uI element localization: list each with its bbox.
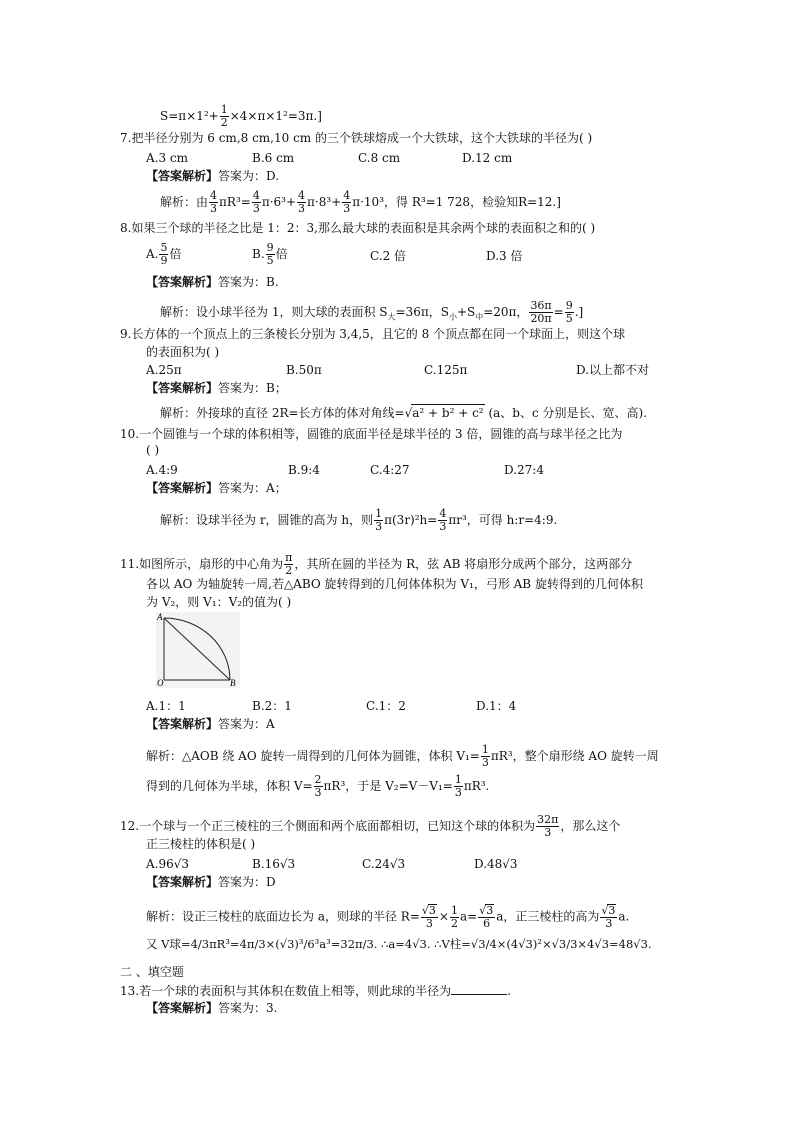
q10-option-a: A.4:9 (146, 463, 178, 477)
q11-option-b: B.2：1 (252, 699, 292, 713)
q11-option-c: C.1：2 (366, 699, 406, 713)
q12-answer: 【答案解析】答案为：D (146, 875, 276, 889)
q8-option-a: A. $\frac{5}{9}$ 倍 (146, 241, 182, 267)
q7-option-c: C.8 cm (358, 151, 401, 165)
q9-option-d: D.以上都不对 (576, 363, 650, 377)
q7-explanation: 解析：由 $\frac{4}{3}$ πR³= $\frac{4}{3}$ π·6³+ $\frac{4}{3}$ π·8³+ $\frac{4}{3}$ π·10³，得 R³=1 728，检验知R=12.] (160, 189, 561, 215)
q8-option-d: D.3 倍 (486, 249, 523, 263)
section-heading-fill-blank: 二 、填空题 (120, 965, 184, 979)
q12-option-b: B.16√3 (252, 857, 296, 871)
question-13-stem: 13.若一个球的表面积与其体积在数值上相等，则此球的半径为 . (120, 984, 511, 998)
q8-option-c: C.2 倍 (370, 249, 407, 263)
question-7-stem: 7.把半径分别为 6 cm,8 cm,10 cm 的三个铁球熔成一个大铁球，这个大铁球的半径为( ) (120, 131, 593, 145)
q11-option-a: A.1：1 (146, 699, 186, 713)
q9-option-c: C.125π (424, 363, 468, 377)
q7-option-a: A.3 cm (146, 151, 189, 165)
answer-blank[interactable] (451, 982, 507, 995)
q10-option-c: C.4:27 (370, 463, 410, 477)
label-b: B (230, 678, 236, 688)
q11-answer: 【答案解析】答案为：A (146, 717, 275, 731)
q12-option-a: A.96√3 (146, 857, 190, 871)
answer-tag: 【答案解析】 (146, 169, 219, 183)
q11-explanation-1: 解析：△AOB 绕 AO 旋转一周得到的几何体为圆锥，体积 V₁= $\frac{1}{3}$ πR³，整个扇形绕 AO 旋转一周 (146, 743, 659, 769)
q12-explanation-1: 解析：设正三棱柱的底面边长为 a，则球的半径 R= $\frac{√3}{3}$ × $\frac{1}{2}$ a= $\frac{√3}{6}$ a，正三棱柱的高为 $\frac{√3}{3}$ a. (146, 903, 630, 930)
question-11-stem-2: 各以 AO 为轴旋转一周,若△ABO 旋转得到的几何体体积为 V₁，弓形 AB 旋转得到的几何体积 (146, 577, 643, 591)
q7-option-d: D.12 cm (462, 151, 513, 165)
question-12-stem-2: 正三棱柱的体积是( ) (146, 837, 256, 851)
q12-explanation-2: 又 V球=4/3πR³=4π/3×(√3)³/6³a³=32π/3. ∴a=4√3. ∴V柱=√3/4×(4√3)²×√3/3×4√3=48√3. (146, 937, 652, 951)
question-9-stem-1: 9.长方体的一个顶点上的三条棱长分别为 3,4,5，且它的 8 个顶点都在同一个球面上，则这个球 (120, 327, 626, 341)
q7-option-b: B.6 cm (252, 151, 295, 165)
q8-explanation: 解析：设小球半径为 1，则大球的表面积 $S_大=36\pi$，$S_小+S_中=20\pi$， $\frac{36\pi}{20\pi}$ = $\frac{9}{5}$ .] (160, 299, 584, 325)
q11-explanation-2: 得到的几何体为半球，体积 V= $\frac{2}{3}$ πR³，于是 V₂=V－V₁= $\frac{1}{3}$ πR³. (146, 773, 490, 799)
q10-option-b: B.9:4 (288, 463, 320, 477)
question-12-stem-1: 12.一个球与一个正三棱柱的三个侧面和两个底面都相切，已知这个球的体积为 $\frac{32\pi}{3}$ ，那么这个 (120, 813, 621, 839)
label-o: O (157, 678, 164, 688)
q10-answer: 【答案解析】答案为：A； (146, 481, 287, 495)
q11-option-d: D.1：4 (476, 699, 517, 713)
question-11-stem-1: 11.如图所示，扇形的中心角为 $\frac{\pi}{2}$ ，其所在圆的半径为 R，弦 AB 将扇形分成两个部分，这两部分 (120, 551, 633, 577)
question-10-stem-1: 10.一个圆锥与一个球的体积相等，圆锥的底面半径是球半径的 3 倍，圆锥的高与球半径之比为 (120, 427, 623, 441)
sector-figure (156, 612, 240, 688)
question-10-stem-2: ( ) (146, 443, 160, 457)
q12-option-d: D.48√3 (474, 857, 518, 871)
question-11-stem-3: 为 V₂，则 V₁：V₂的值为( ) (146, 595, 292, 609)
question-8-stem: 8.如果三个球的半径之比是 1：2：3,那么最大球的表面积是其余两个球的表面积之和的( ) (120, 221, 596, 235)
question-9-stem-2: 的表面积为( ) (146, 345, 220, 359)
q9-answer: 【答案解析】答案为：B； (146, 381, 287, 395)
q8-answer: 【答案解析】答案为：B. (146, 275, 279, 289)
q12-option-c: C.24√3 (362, 857, 406, 871)
label-a: A (157, 612, 163, 622)
q10-option-d: D.27:4 (504, 463, 544, 477)
q13-answer: 【答案解析】答案为：3. (146, 1001, 278, 1015)
q8-option-b: B. $\frac{9}{5}$ 倍 (252, 241, 288, 267)
q10-explanation: 解析：设球半径为 r，圆锥的高为 h，则 $\frac{1}{3}$ π(3r)²h= $\frac{4}{3}$ πr³，可得 h:r=4:9. (160, 507, 558, 533)
q9-option-b: B.50π (286, 363, 322, 377)
q9-explanation: 解析：外接球的直径 2R=长方体的体对角线=√a² + b² + c² (a、b、c 分别是长、宽、高). (160, 406, 648, 420)
formula-line: S=π×1²+ $\frac{1}{2}$ ×4×π×1²=3π.] (160, 103, 322, 129)
q9-option-a: A.25π (146, 363, 182, 377)
chord-ab (164, 618, 230, 680)
q7-answer: 【答案解析】答案为：D. (146, 169, 280, 183)
